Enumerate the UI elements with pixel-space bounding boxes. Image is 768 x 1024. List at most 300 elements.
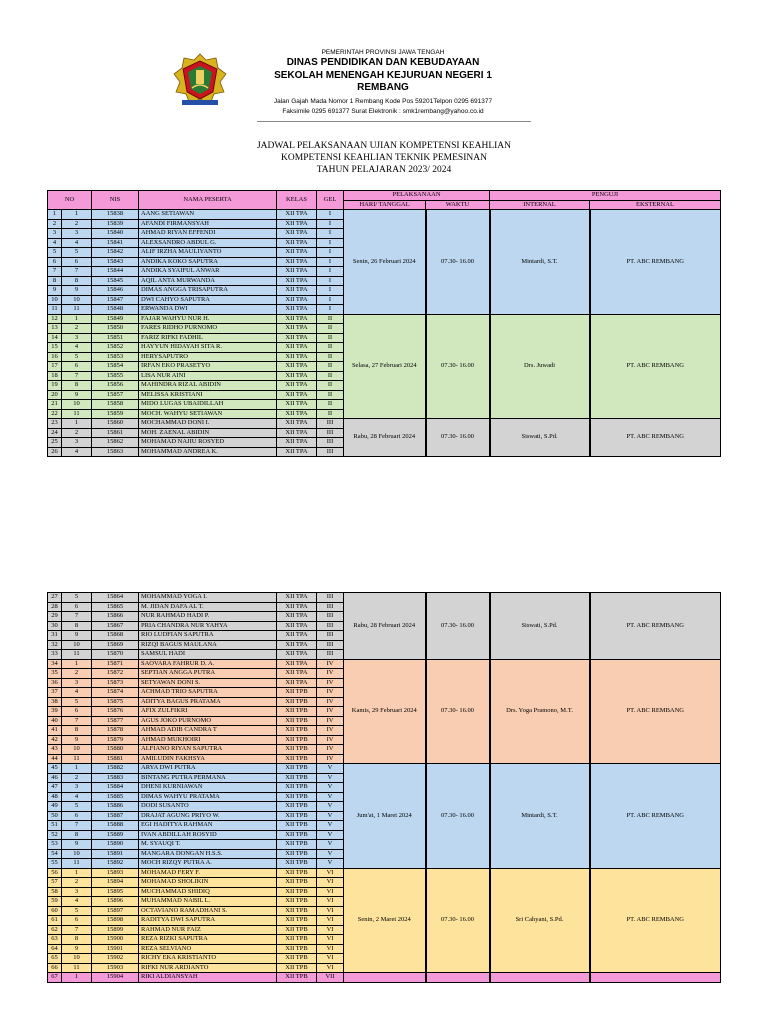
row-class: XII TPB — [277, 773, 317, 783]
row-session: VI — [317, 916, 344, 926]
row-session: V — [317, 840, 344, 850]
row-student-name: IRFAN EKO PRASETYO — [139, 362, 277, 372]
row-number: 19 — [48, 381, 62, 391]
row-class: XII TPA — [277, 305, 317, 315]
row-sub-number: 7 — [62, 267, 92, 277]
row-student-name: M. SYAUQI T. — [139, 840, 277, 850]
row-class: XII TPA — [277, 631, 317, 641]
session-date: Rabu, 28 Februari 2024 — [344, 593, 426, 660]
session-date — [344, 973, 426, 983]
row-student-name: HAYYUN HIDAYAH SITA R. — [139, 343, 277, 353]
row-nis: 15901 — [92, 944, 139, 954]
row-sub-number: 7 — [62, 612, 92, 622]
row-session: VI — [317, 944, 344, 954]
row-session: IV — [317, 669, 344, 679]
row-class: XII TPB — [277, 764, 317, 774]
row-sub-number: 9 — [62, 840, 92, 850]
row-session: II — [317, 390, 344, 400]
row-student-name: DODI SUSANTO — [139, 802, 277, 812]
title-line-1: JADWAL PELAKSANAAN UJIAN KOMPETENSI KEAHLIAN — [256, 141, 512, 151]
row-nis: 15848 — [92, 305, 139, 315]
row-sub-number: 5 — [62, 352, 92, 362]
row-sub-number: 7 — [62, 925, 92, 935]
row-number: 52 — [48, 830, 62, 840]
row-class: XII TPA — [277, 257, 317, 267]
row-number: 58 — [48, 887, 62, 897]
row-student-name: AFANDI FIRMANSYAH — [139, 219, 277, 229]
row-student-name: MOHAMAD NAJIU ROSYED — [139, 438, 277, 448]
letterhead-government: PEMERINTAH PROVINSI JAWA TENGAH — [321, 49, 445, 56]
row-student-name: ARYA DWI PUTRA — [139, 764, 277, 774]
row-session: II — [317, 381, 344, 391]
row-student-name: REZA RIZKI SAPUTRA — [139, 935, 277, 945]
row-student-name: DHENI KURNIAWAN — [139, 783, 277, 793]
row-nis: 15866 — [92, 612, 139, 622]
row-class: XII TPA — [277, 352, 317, 362]
row-number: 3 — [48, 229, 62, 239]
row-sub-number: 4 — [62, 447, 92, 457]
row-student-name: IVAN ABDILLAH ROSYID — [139, 830, 277, 840]
row-class: XII TPA — [277, 210, 317, 220]
row-nis: 15889 — [92, 830, 139, 840]
row-nis: 15886 — [92, 802, 139, 812]
header-gel: GEL — [317, 191, 344, 210]
row-student-name: NUR RAHMAD HADI P. — [139, 612, 277, 622]
row-number: 6 — [48, 257, 62, 267]
row-nis: 15877 — [92, 716, 139, 726]
row-nis: 15884 — [92, 783, 139, 793]
row-nis: 15893 — [92, 868, 139, 878]
row-number: 48 — [48, 792, 62, 802]
row-number: 24 — [48, 428, 62, 438]
row-number: 15 — [48, 343, 62, 353]
row-student-name: AGUS JOKO PURNOMO — [139, 716, 277, 726]
header-waktu: WAKTU — [426, 200, 490, 210]
row-session: I — [317, 248, 344, 258]
row-student-name: DIMAS WAHYU PRATAMA — [139, 792, 277, 802]
row-nis: 15897 — [92, 906, 139, 916]
row-sub-number: 3 — [62, 229, 92, 239]
row-number: 42 — [48, 735, 62, 745]
row-session: V — [317, 792, 344, 802]
row-session: IV — [317, 726, 344, 736]
row-session: I — [317, 219, 344, 229]
row-student-name: OCTAVIANO RAMADHANI S. — [139, 906, 277, 916]
row-sub-number: 1 — [62, 764, 92, 774]
row-session: VI — [317, 868, 344, 878]
row-sub-number: 3 — [62, 887, 92, 897]
schedule-table-2-container — [47, 592, 721, 983]
row-student-name: MAHINDRA RIZAL ABIDIN — [139, 381, 277, 391]
row-nis: 15863 — [92, 447, 139, 457]
row-class: XII TPA — [277, 343, 317, 353]
row-student-name: DWI CAHYO SAPUTRA — [139, 295, 277, 305]
row-nis: 15882 — [92, 764, 139, 774]
row-student-name: ANDIKA KOKO SAPUTRA — [139, 257, 277, 267]
row-session: V — [317, 821, 344, 831]
row-number: 66 — [48, 963, 62, 973]
session-time: 07.30- 16.00 — [426, 419, 490, 457]
letterhead-school: SEKOLAH MENENGAH KEJURUAN NEGERI 1 — [274, 69, 492, 81]
header-nis: NIS — [92, 191, 139, 210]
row-class: XII TPA — [277, 593, 317, 603]
row-sub-number: 11 — [62, 859, 92, 869]
row-nis: 15856 — [92, 381, 139, 391]
row-student-name: FARES RIDHO PURNOMO — [139, 324, 277, 334]
row-number: 40 — [48, 716, 62, 726]
row-class: XII TPB — [277, 802, 317, 812]
row-session: III — [317, 612, 344, 622]
row-nis: 15904 — [92, 973, 139, 983]
row-class: XII TPB — [277, 792, 317, 802]
row-session: IV — [317, 678, 344, 688]
row-class: XII TPA — [277, 333, 317, 343]
examiner-external: PT. ABC REMBANG — [590, 764, 721, 869]
row-nis: 15859 — [92, 409, 139, 419]
document-title — [0, 140, 768, 176]
row-number: 28 — [48, 602, 62, 612]
row-class: XII TPB — [277, 935, 317, 945]
row-sub-number: 2 — [62, 219, 92, 229]
row-nis: 15895 — [92, 887, 139, 897]
row-class: XII TPB — [277, 783, 317, 793]
row-student-name: ALIF IRZHA MAULIYANTO — [139, 248, 277, 258]
row-student-name: AFIX ZULFIKRI — [139, 707, 277, 717]
row-nis: 15900 — [92, 935, 139, 945]
row-student-name: MOH. ZAENAL ABIDIN — [139, 428, 277, 438]
row-student-name: LISA NUR AINI — [139, 371, 277, 381]
header-row — [48, 191, 721, 201]
row-number: 11 — [48, 305, 62, 315]
row-student-name: AHMAD RIYAN EFFENDI — [139, 229, 277, 239]
row-sub-number: 8 — [62, 276, 92, 286]
row-nis: 15892 — [92, 859, 139, 869]
row-sub-number: 6 — [62, 602, 92, 612]
row-sub-number: 3 — [62, 438, 92, 448]
row-number: 1 — [48, 210, 62, 220]
row-nis: 15872 — [92, 669, 139, 679]
row-student-name: MUCHAMMAD SHIDIQ — [139, 887, 277, 897]
row-session: II — [317, 400, 344, 410]
row-number: 36 — [48, 678, 62, 688]
row-sub-number: 7 — [62, 821, 92, 831]
examiner-internal: Drs. Yoga Pramono, M.T. — [490, 659, 590, 764]
row-student-name: MOHAMAD SHOLIKIN — [139, 878, 277, 888]
row-nis: 15851 — [92, 333, 139, 343]
row-class: XII TPB — [277, 840, 317, 850]
row-number: 45 — [48, 764, 62, 774]
row-class: XII TPB — [277, 954, 317, 964]
row-number: 31 — [48, 631, 62, 641]
header-no: NO — [48, 191, 92, 210]
row-student-name: MOCH. WAHYU SETIAWAN — [139, 409, 277, 419]
row-nis: 15843 — [92, 257, 139, 267]
header-pelaksanaan: PELAKSANAAN — [344, 191, 490, 201]
row-student-name: ALFIANO RIYAN SAPUTRA — [139, 745, 277, 755]
row-number: 12 — [48, 314, 62, 324]
row-nis: 15846 — [92, 286, 139, 296]
header-kelas: KELAS — [277, 191, 317, 210]
row-student-name: ANDIKA SYAIFUL ANWAR — [139, 267, 277, 277]
row-student-name: ERWANDA DWI — [139, 305, 277, 315]
row-class: XII TPB — [277, 878, 317, 888]
row-sub-number: 10 — [62, 400, 92, 410]
row-session: V — [317, 764, 344, 774]
row-number: 5 — [48, 248, 62, 258]
row-nis: 15868 — [92, 631, 139, 641]
row-number: 67 — [48, 973, 62, 983]
row-class: XII TPA — [277, 381, 317, 391]
row-nis: 15855 — [92, 371, 139, 381]
row-session: II — [317, 362, 344, 372]
row-sub-number: 6 — [62, 707, 92, 717]
row-number: 4 — [48, 238, 62, 248]
row-nis: 15865 — [92, 602, 139, 612]
row-sub-number: 8 — [62, 935, 92, 945]
row-session: III — [317, 438, 344, 448]
row-class: XII TPB — [277, 849, 317, 859]
session-time: 07.30- 16.00 — [426, 659, 490, 764]
row-student-name: SETYAWAN DONI S. — [139, 678, 277, 688]
examiner-external: PT. ABC REMBANG — [590, 210, 721, 315]
row-nis: 15847 — [92, 295, 139, 305]
row-number: 61 — [48, 916, 62, 926]
row-sub-number: 1 — [62, 868, 92, 878]
row-session: IV — [317, 697, 344, 707]
row-student-name: AQIL ANTA MURWANDA — [139, 276, 277, 286]
letterhead-divider — [257, 121, 531, 122]
row-student-name: PRIA CHANDRA NUR YAHYA — [139, 621, 277, 631]
row-student-name: SAMSUL HADI — [139, 650, 277, 660]
row-student-name: RIKI ALDIANSYAH — [139, 973, 277, 983]
row-class: XII TPB — [277, 973, 317, 983]
row-sub-number: 5 — [62, 697, 92, 707]
row-sub-number: 1 — [62, 659, 92, 669]
row-session: VI — [317, 963, 344, 973]
row-class: XII TPA — [277, 248, 317, 258]
row-nis: 15844 — [92, 267, 139, 277]
row-sub-number: 1 — [62, 419, 92, 429]
row-number: 39 — [48, 707, 62, 717]
row-sub-number: 7 — [62, 371, 92, 381]
row-nis: 15841 — [92, 238, 139, 248]
row-student-name: FARIZ RIFKI FADHIL — [139, 333, 277, 343]
row-sub-number: 4 — [62, 343, 92, 353]
row-nis: 15862 — [92, 438, 139, 448]
row-session: VI — [317, 935, 344, 945]
row-class: XII TPB — [277, 897, 317, 907]
row-sub-number: 4 — [62, 238, 92, 248]
row-session: III — [317, 640, 344, 650]
row-session: I — [317, 305, 344, 315]
row-nis: 15864 — [92, 593, 139, 603]
row-sub-number: 2 — [62, 669, 92, 679]
row-student-name: SAOVARA FAHRUR D. A. — [139, 659, 277, 669]
row-class: XII TPB — [277, 745, 317, 755]
row-sub-number: 11 — [62, 650, 92, 660]
row-session: VI — [317, 954, 344, 964]
row-class: XII TPB — [277, 726, 317, 736]
row-nis: 15878 — [92, 726, 139, 736]
row-sub-number: 2 — [62, 878, 92, 888]
row-class: XII TPA — [277, 419, 317, 429]
session-time: 07.30- 16.00 — [426, 314, 490, 419]
row-number: 16 — [48, 352, 62, 362]
row-student-name: MELISSA KRISTIANI — [139, 390, 277, 400]
row-class: XII TPA — [277, 621, 317, 631]
header-eksternal: EKSTERNAL — [590, 200, 721, 210]
row-class: XII TPA — [277, 428, 317, 438]
row-student-name: SEPTIAN ANGGA PUTRA — [139, 669, 277, 679]
row-student-name: ALEXSANDRO ABDUL G. — [139, 238, 277, 248]
row-number: 54 — [48, 849, 62, 859]
row-class: XII TPA — [277, 640, 317, 650]
row-session: I — [317, 238, 344, 248]
row-number: 18 — [48, 371, 62, 381]
row-sub-number: 8 — [62, 381, 92, 391]
row-class: XII TPA — [277, 612, 317, 622]
row-class: XII TPA — [277, 362, 317, 372]
row-student-name: MOCH RIZQY PUTRA A. — [139, 859, 277, 869]
row-student-name: MUHAMMAD NABIL L. — [139, 897, 277, 907]
table-row — [48, 764, 721, 774]
title-line-3: TAHUN PELAJARAN 2023/ 2024 — [316, 165, 452, 175]
session-time: 07.30- 16.00 — [426, 868, 490, 973]
row-sub-number: 1 — [62, 973, 92, 983]
row-sub-number: 2 — [62, 773, 92, 783]
row-class: XII TPB — [277, 811, 317, 821]
row-nis: 15899 — [92, 925, 139, 935]
row-nis: 15894 — [92, 878, 139, 888]
row-class: XII TPA — [277, 447, 317, 457]
row-number: 34 — [48, 659, 62, 669]
row-nis: 15850 — [92, 324, 139, 334]
row-student-name: BINTANG PUTRA PERMANA — [139, 773, 277, 783]
row-nis: 15842 — [92, 248, 139, 258]
row-number: 64 — [48, 944, 62, 954]
row-class: XII TPB — [277, 830, 317, 840]
row-number: 51 — [48, 821, 62, 831]
row-session: II — [317, 314, 344, 324]
row-sub-number: 5 — [62, 593, 92, 603]
row-number: 21 — [48, 400, 62, 410]
row-nis: 15871 — [92, 659, 139, 669]
row-sub-number: 2 — [62, 428, 92, 438]
row-class: XII TPB — [277, 963, 317, 973]
row-session: V — [317, 830, 344, 840]
row-student-name: M. JIDAN DAFA AL T. — [139, 602, 277, 612]
row-session: VI — [317, 925, 344, 935]
row-sub-number: 11 — [62, 409, 92, 419]
row-number: 47 — [48, 783, 62, 793]
row-class: XII TPB — [277, 916, 317, 926]
row-session: III — [317, 419, 344, 429]
examiner-external — [590, 973, 721, 983]
row-nis: 15883 — [92, 773, 139, 783]
row-session: I — [317, 295, 344, 305]
row-class: XII TPA — [277, 650, 317, 660]
row-student-name: RIZQI BAGUS MAULANA — [139, 640, 277, 650]
row-nis: 15861 — [92, 428, 139, 438]
row-sub-number: 3 — [62, 783, 92, 793]
row-class: XII TPB — [277, 868, 317, 878]
row-session: I — [317, 257, 344, 267]
row-student-name: DIMAS ANGGA TRISAPUTRA — [139, 286, 277, 296]
row-nis: 15858 — [92, 400, 139, 410]
examiner-internal: Mintardi, S.T. — [490, 764, 590, 869]
row-sub-number: 6 — [62, 811, 92, 821]
table-row — [48, 314, 721, 324]
row-number: 17 — [48, 362, 62, 372]
row-sub-number: 7 — [62, 716, 92, 726]
row-number: 20 — [48, 390, 62, 400]
row-student-name: HERYSAPUTRO — [139, 352, 277, 362]
row-nis: 15898 — [92, 916, 139, 926]
row-sub-number: 5 — [62, 802, 92, 812]
row-number: 50 — [48, 811, 62, 821]
examiner-internal: Siswati, S.Pd. — [490, 593, 590, 660]
row-class: XII TPA — [277, 400, 317, 410]
row-session: VI — [317, 887, 344, 897]
row-session: III — [317, 447, 344, 457]
session-date: Jum'at, 1 Maret 2024 — [344, 764, 426, 869]
row-number: 22 — [48, 409, 62, 419]
row-class: XII TPB — [277, 859, 317, 869]
row-class: XII TPA — [277, 409, 317, 419]
schedule-table-1-container — [47, 190, 721, 457]
row-student-name: DRAJAT AGUNG PRIYO W. — [139, 811, 277, 821]
row-sub-number: 6 — [62, 362, 92, 372]
row-sub-number: 8 — [62, 726, 92, 736]
row-class: XII TPA — [277, 659, 317, 669]
examiner-internal — [490, 973, 590, 983]
row-number: 27 — [48, 593, 62, 603]
row-number: 62 — [48, 925, 62, 935]
row-nis: 15896 — [92, 897, 139, 907]
row-nis: 15888 — [92, 821, 139, 831]
row-student-name: MOHAMMAD ANDREA K. — [139, 447, 277, 457]
row-sub-number: 6 — [62, 257, 92, 267]
row-session: II — [317, 343, 344, 353]
row-nis: 15839 — [92, 219, 139, 229]
row-nis: 15879 — [92, 735, 139, 745]
row-class: XII TPB — [277, 754, 317, 764]
row-session: III — [317, 621, 344, 631]
row-sub-number: 11 — [62, 963, 92, 973]
row-number: 26 — [48, 447, 62, 457]
row-class: XII TPA — [277, 438, 317, 448]
session-date: Selasa, 27 Februari 2024 — [344, 314, 426, 419]
row-session: VI — [317, 906, 344, 916]
row-class: XII TPB — [277, 925, 317, 935]
row-class: XII TPB — [277, 821, 317, 831]
row-nis: 15876 — [92, 707, 139, 717]
session-time: 07.30- 16.00 — [426, 593, 490, 660]
row-sub-number: 1 — [62, 314, 92, 324]
row-sub-number: 10 — [62, 849, 92, 859]
header-internal: INTERNAL — [490, 200, 590, 210]
row-sub-number: 4 — [62, 792, 92, 802]
row-sub-number: 9 — [62, 944, 92, 954]
row-number: 35 — [48, 669, 62, 679]
session-date: Rabu, 28 Februari 2024 — [344, 419, 426, 457]
row-class: XII TPA — [277, 390, 317, 400]
table-row — [48, 868, 721, 878]
row-number: 37 — [48, 688, 62, 698]
row-sub-number: 3 — [62, 678, 92, 688]
row-nis: 15903 — [92, 963, 139, 973]
row-session: I — [317, 210, 344, 220]
